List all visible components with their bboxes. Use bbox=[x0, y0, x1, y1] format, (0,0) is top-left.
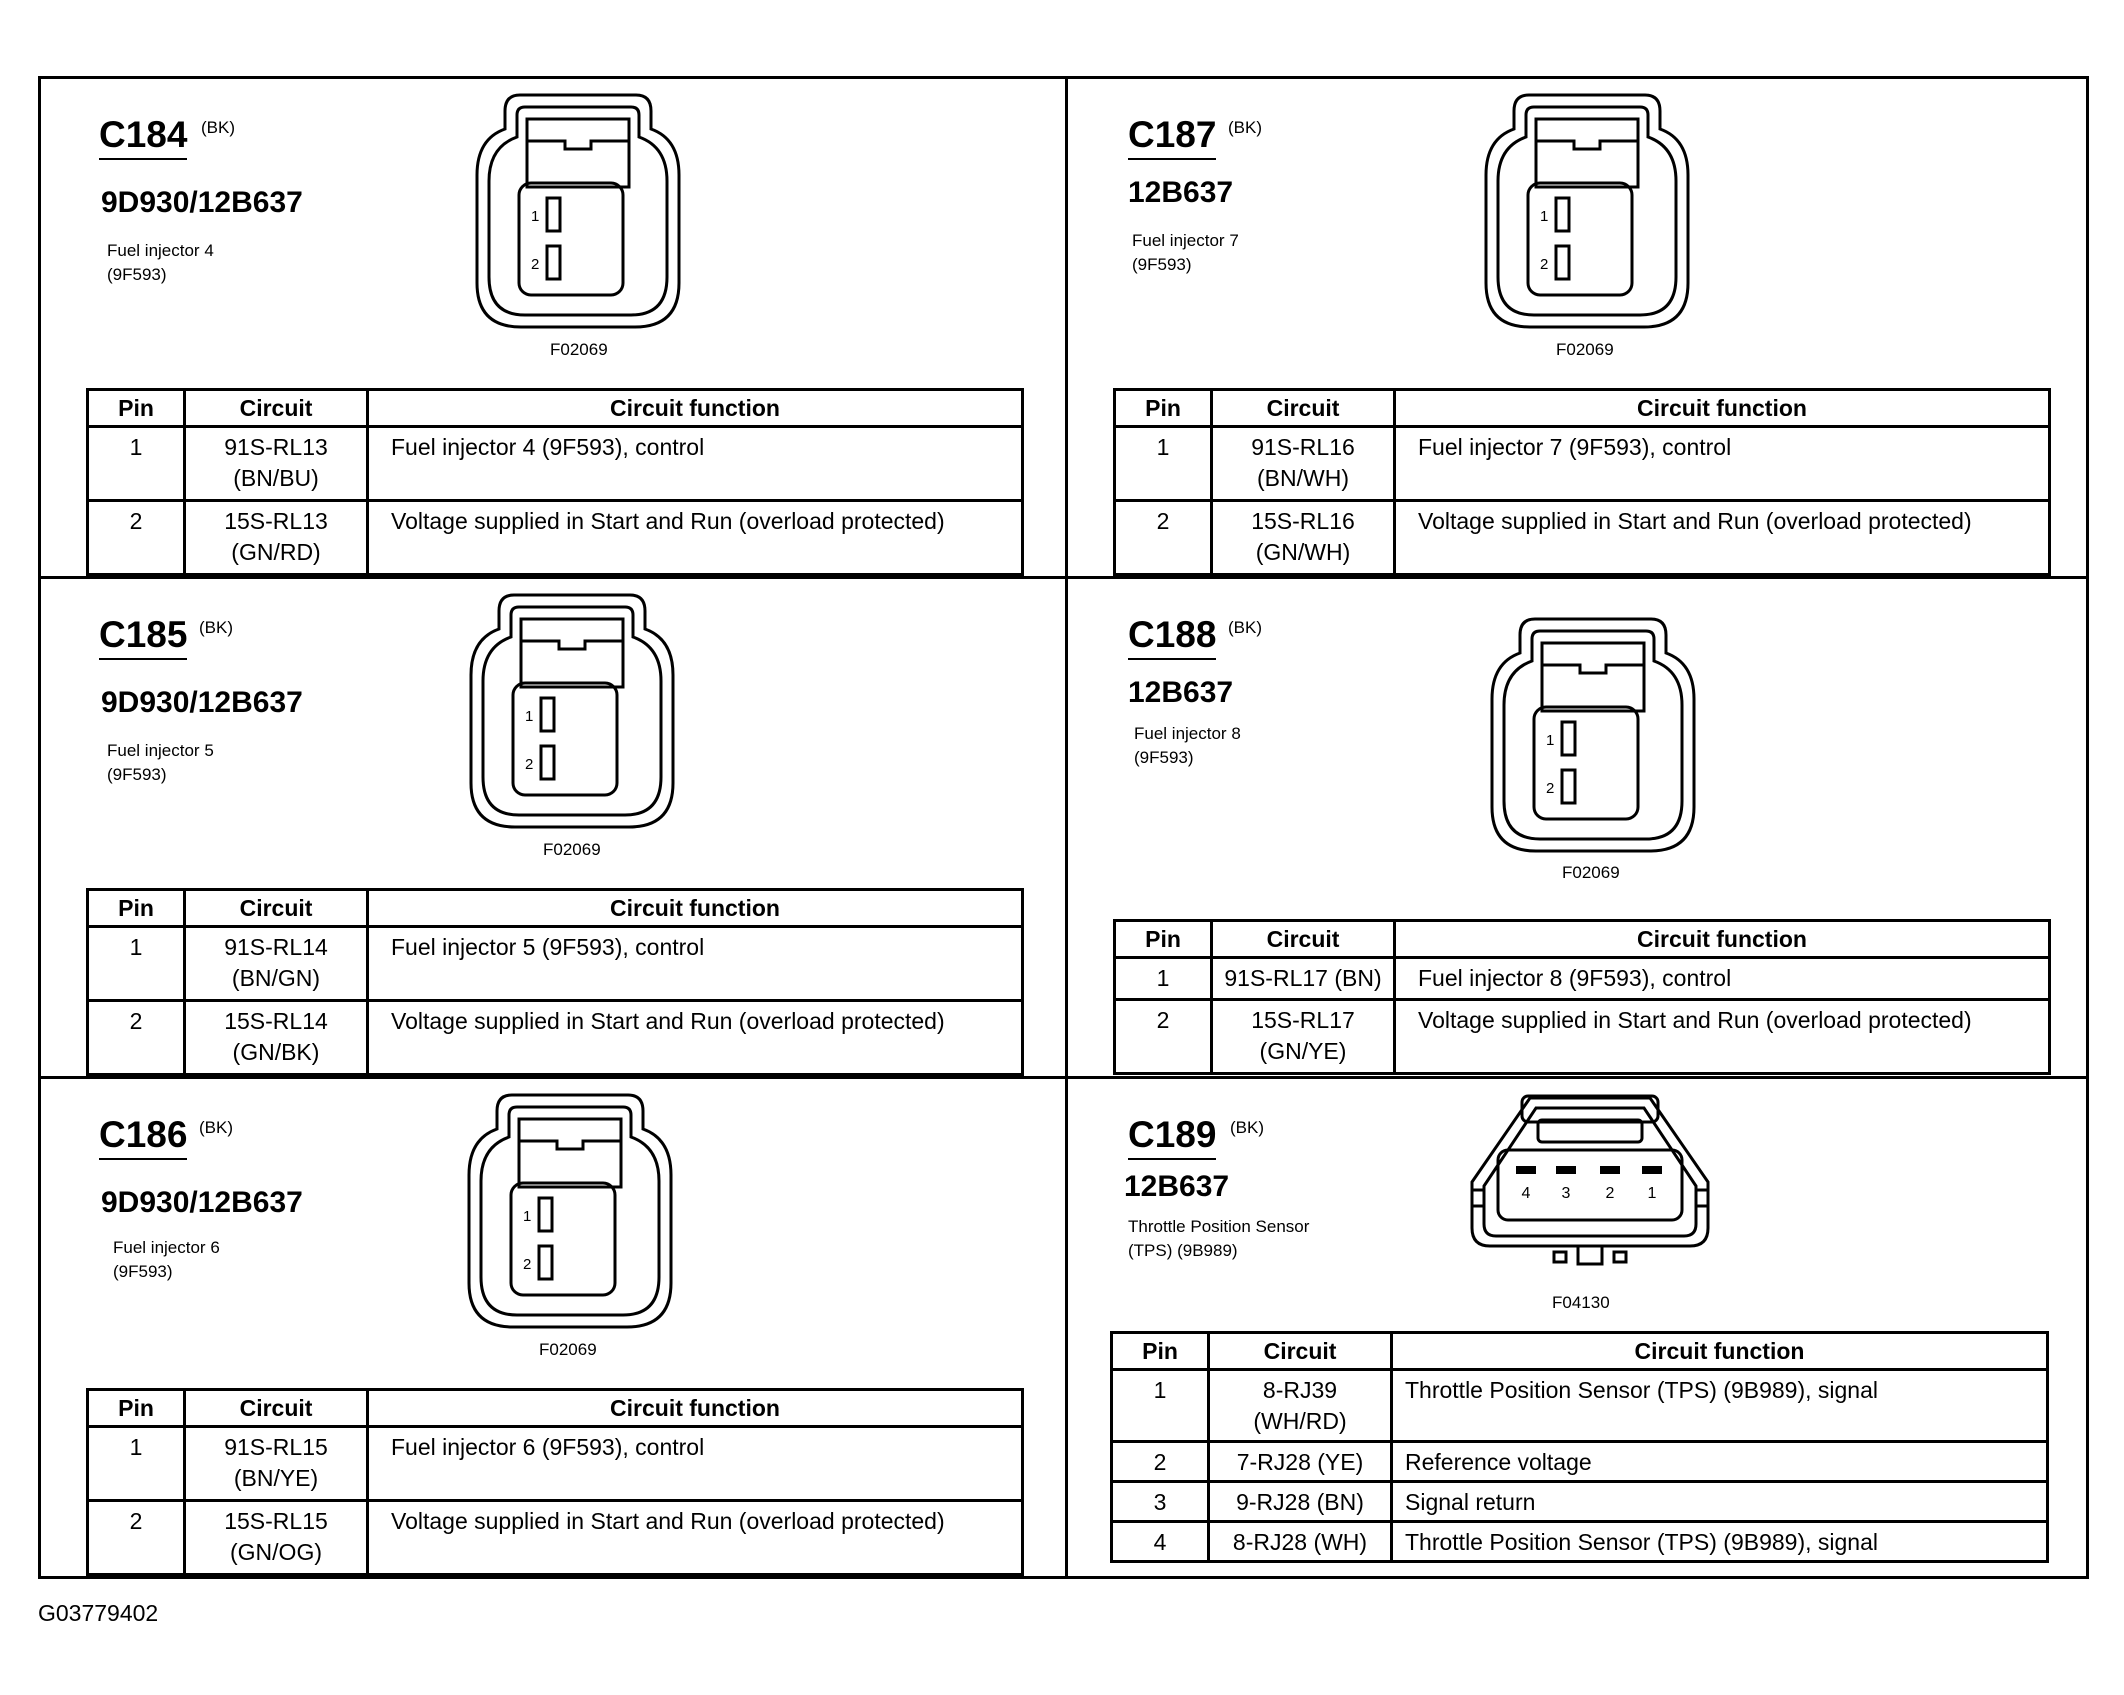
table-row bbox=[88, 1427, 1023, 1501]
pin-cell: 1 bbox=[88, 1427, 185, 1501]
connector-description: Throttle Position Sensor (TPS) (9B989) bbox=[1128, 1217, 1310, 1260]
circuit-cell: 15S-RL17 (GN/YE) bbox=[1212, 1000, 1395, 1074]
table-header-row bbox=[88, 1390, 1023, 1427]
function-cell: Reference voltage bbox=[1392, 1442, 2048, 1482]
connector-id: C189 bbox=[1128, 1116, 1216, 1153]
connector-figure-id: F02069 bbox=[543, 840, 601, 859]
header-circuit: Circuit bbox=[185, 390, 368, 427]
header-circuit: Circuit bbox=[1212, 921, 1395, 958]
header-circuit-function: Circuit function bbox=[368, 1390, 1023, 1427]
connector-panel-c188 bbox=[1068, 579, 2094, 1079]
header-circuit-function: Circuit function bbox=[1395, 390, 2050, 427]
table-header-row bbox=[1115, 921, 2050, 958]
pin-1-label: 1 bbox=[525, 708, 534, 725]
connector-color: (BK) bbox=[199, 618, 233, 637]
connector-panel-c187 bbox=[1068, 79, 2094, 579]
function-cell: Throttle Position Sensor (TPS) (9B989), signal bbox=[1392, 1370, 2048, 1442]
function-cell: Fuel injector 7 (9F593), control bbox=[1395, 427, 2050, 501]
pinout-table bbox=[86, 888, 1024, 1076]
pin-cell: 2 bbox=[88, 1001, 185, 1075]
pinout-table bbox=[86, 1388, 1024, 1576]
table-header-row bbox=[1115, 390, 2050, 427]
two-pin-connector-icon bbox=[475, 93, 681, 329]
connector-figure-id: F02069 bbox=[539, 1340, 597, 1359]
table-row bbox=[88, 1001, 1023, 1075]
circuit-cell: 9-RJ28 (BN) bbox=[1209, 1482, 1392, 1522]
header-circuit-function: Circuit function bbox=[368, 890, 1023, 927]
function-cell: Signal return bbox=[1392, 1482, 2048, 1522]
connector-id: C186 bbox=[99, 1116, 187, 1153]
header-circuit-function: Circuit function bbox=[368, 390, 1023, 427]
table-header-row bbox=[88, 890, 1023, 927]
table-row bbox=[1115, 501, 2050, 575]
header-circuit-function: Circuit function bbox=[1395, 921, 2050, 958]
function-cell: Voltage supplied in Start and Run (overload protected) bbox=[1395, 501, 2050, 575]
pin-cell: 2 bbox=[1115, 501, 1212, 575]
pin-1-label: 1 bbox=[523, 1208, 532, 1225]
circuit-cell: 7-RJ28 (YE) bbox=[1209, 1442, 1392, 1482]
connector-panel-c184 bbox=[41, 79, 1067, 579]
table-row bbox=[1112, 1442, 2048, 1482]
function-cell: Fuel injector 5 (9F593), control bbox=[368, 927, 1023, 1001]
pin-1-label: 1 bbox=[1540, 208, 1549, 225]
header-circuit-function: Circuit function bbox=[1392, 1333, 2048, 1370]
header-circuit: Circuit bbox=[1212, 390, 1395, 427]
connector-color: (BK) bbox=[199, 1118, 233, 1137]
circuit-cell: 91S-RL17 (BN) bbox=[1212, 958, 1395, 1000]
connector-color: (BK) bbox=[1228, 118, 1262, 137]
pin-cell: 1 bbox=[88, 927, 185, 1001]
terminal-label: 4 bbox=[1521, 1185, 1531, 1202]
circuit-cell: 91S-RL15 (BN/YE) bbox=[185, 1427, 368, 1501]
header-pin: Pin bbox=[88, 1390, 185, 1427]
pin-cell: 1 bbox=[88, 427, 185, 501]
table-row bbox=[1115, 958, 2050, 1000]
header-pin: Pin bbox=[1112, 1333, 1209, 1370]
connector-id: C188 bbox=[1128, 616, 1216, 653]
pin-1-label: 1 bbox=[1546, 732, 1555, 749]
two-pin-connector-icon bbox=[469, 593, 675, 829]
connector-id: C187 bbox=[1128, 116, 1216, 153]
table-row bbox=[1115, 427, 2050, 501]
pinout-table bbox=[1113, 919, 2051, 1075]
circuit-cell: 8-RJ28 (WH) bbox=[1209, 1522, 1392, 1562]
pin-cell: 1 bbox=[1115, 427, 1212, 501]
table-row bbox=[88, 927, 1023, 1001]
pin-1-label: 1 bbox=[531, 208, 540, 225]
function-cell: Voltage supplied in Start and Run (overload protected) bbox=[1395, 1000, 2050, 1074]
circuit-cell: 15S-RL14 (GN/BK) bbox=[185, 1001, 368, 1075]
connector-color: (BK) bbox=[1228, 618, 1262, 637]
terminal-label: 1 bbox=[1647, 1185, 1657, 1202]
pin-cell: 1 bbox=[1115, 958, 1212, 1000]
connector-part-number: 12B637 bbox=[1128, 176, 1234, 209]
connector-panel-c186 bbox=[41, 1079, 1067, 1579]
header-pin: Pin bbox=[88, 390, 185, 427]
pin-cell: 3 bbox=[1112, 1482, 1209, 1522]
circuit-cell: 15S-RL16 (GN/WH) bbox=[1212, 501, 1395, 575]
pin-2-label: 2 bbox=[525, 756, 534, 773]
circuit-cell: 91S-RL14 (BN/GN) bbox=[185, 927, 368, 1001]
pinout-table bbox=[1113, 388, 2051, 576]
table-row bbox=[1112, 1522, 2048, 1562]
connector-figure-id: F02069 bbox=[1556, 340, 1614, 359]
connector-part-number: 12B637 bbox=[1128, 676, 1234, 709]
terminal-label: 3 bbox=[1561, 1185, 1571, 1202]
connector-description: Fuel injector 7 (9F593) bbox=[1132, 231, 1239, 274]
header-circuit: Circuit bbox=[185, 1390, 368, 1427]
table-row bbox=[1112, 1482, 2048, 1522]
terminal-label: 2 bbox=[1605, 1185, 1615, 1202]
pinout-table bbox=[86, 388, 1024, 576]
pin-cell: 2 bbox=[1115, 1000, 1212, 1074]
circuit-cell: 91S-RL16 (BN/WH) bbox=[1212, 427, 1395, 501]
function-cell: Fuel injector 8 (9F593), control bbox=[1395, 958, 2050, 1000]
connector-panel-c189 bbox=[1068, 1079, 2094, 1579]
connector-part-number: 9D930/12B637 bbox=[101, 686, 303, 719]
table-row bbox=[88, 1501, 1023, 1575]
connector-figure-id: F04130 bbox=[1552, 1293, 1610, 1312]
table-row bbox=[1112, 1370, 2048, 1442]
pinout-table bbox=[1110, 1331, 2049, 1563]
header-pin: Pin bbox=[1115, 921, 1212, 958]
connector-description: Fuel injector 6 (9F593) bbox=[113, 1238, 220, 1281]
connector-figure-id: F02069 bbox=[1562, 863, 1620, 882]
pin-2-label: 2 bbox=[1546, 780, 1555, 797]
connector-part-number: 12B637 bbox=[1124, 1170, 1230, 1203]
circuit-cell: 8-RJ39 (WH/RD) bbox=[1209, 1370, 1392, 1442]
function-cell: Voltage supplied in Start and Run (overload protected) bbox=[368, 1501, 1023, 1575]
tps-four-pin-connector-icon bbox=[1468, 1094, 1712, 1284]
connector-description: Fuel injector 5 (9F593) bbox=[107, 741, 214, 784]
connector-color: (BK) bbox=[1230, 1118, 1264, 1137]
pin-cell: 2 bbox=[88, 1501, 185, 1575]
connector-description: Fuel injector 8 (9F593) bbox=[1134, 724, 1241, 767]
function-cell: Fuel injector 4 (9F593), control bbox=[368, 427, 1023, 501]
circuit-cell: 91S-RL13 (BN/BU) bbox=[185, 427, 368, 501]
header-circuit: Circuit bbox=[185, 890, 368, 927]
connector-id: C185 bbox=[99, 616, 187, 653]
pin-2-label: 2 bbox=[531, 256, 540, 273]
pin-cell: 2 bbox=[88, 501, 185, 575]
connector-color: (BK) bbox=[201, 118, 235, 137]
function-cell: Throttle Position Sensor (TPS) (9B989), signal bbox=[1392, 1522, 2048, 1562]
connector-panel-c185 bbox=[41, 579, 1067, 1079]
header-pin: Pin bbox=[88, 890, 185, 927]
table-header-row bbox=[88, 390, 1023, 427]
pin-2-label: 2 bbox=[523, 1256, 532, 1273]
circuit-cell: 15S-RL15 (GN/OG) bbox=[185, 1501, 368, 1575]
pin-cell: 4 bbox=[1112, 1522, 1209, 1562]
pin-cell: 2 bbox=[1112, 1442, 1209, 1482]
table-row bbox=[88, 427, 1023, 501]
function-cell: Voltage supplied in Start and Run (overload protected) bbox=[368, 501, 1023, 575]
figure-id: G03779402 bbox=[38, 1600, 159, 1626]
pin-cell: 1 bbox=[1112, 1370, 1209, 1442]
header-circuit: Circuit bbox=[1209, 1333, 1392, 1370]
connector-description: Fuel injector 4 (9F593) bbox=[107, 241, 214, 284]
pin-2-label: 2 bbox=[1540, 256, 1549, 273]
circuit-cell: 15S-RL13 (GN/RD) bbox=[185, 501, 368, 575]
two-pin-connector-icon bbox=[467, 1093, 673, 1329]
two-pin-connector-icon bbox=[1484, 93, 1690, 329]
connector-part-number: 9D930/12B637 bbox=[101, 1186, 303, 1219]
header-pin: Pin bbox=[1115, 390, 1212, 427]
connector-part-number: 9D930/12B637 bbox=[101, 186, 303, 219]
function-cell: Voltage supplied in Start and Run (overload protected) bbox=[368, 1001, 1023, 1075]
table-header-row bbox=[1112, 1333, 2048, 1370]
connector-id: C184 bbox=[99, 116, 187, 153]
function-cell: Fuel injector 6 (9F593), control bbox=[368, 1427, 1023, 1501]
two-pin-connector-icon bbox=[1490, 617, 1696, 853]
connector-figure-id: F02069 bbox=[550, 340, 608, 359]
table-row bbox=[88, 501, 1023, 575]
table-row bbox=[1115, 1000, 2050, 1074]
